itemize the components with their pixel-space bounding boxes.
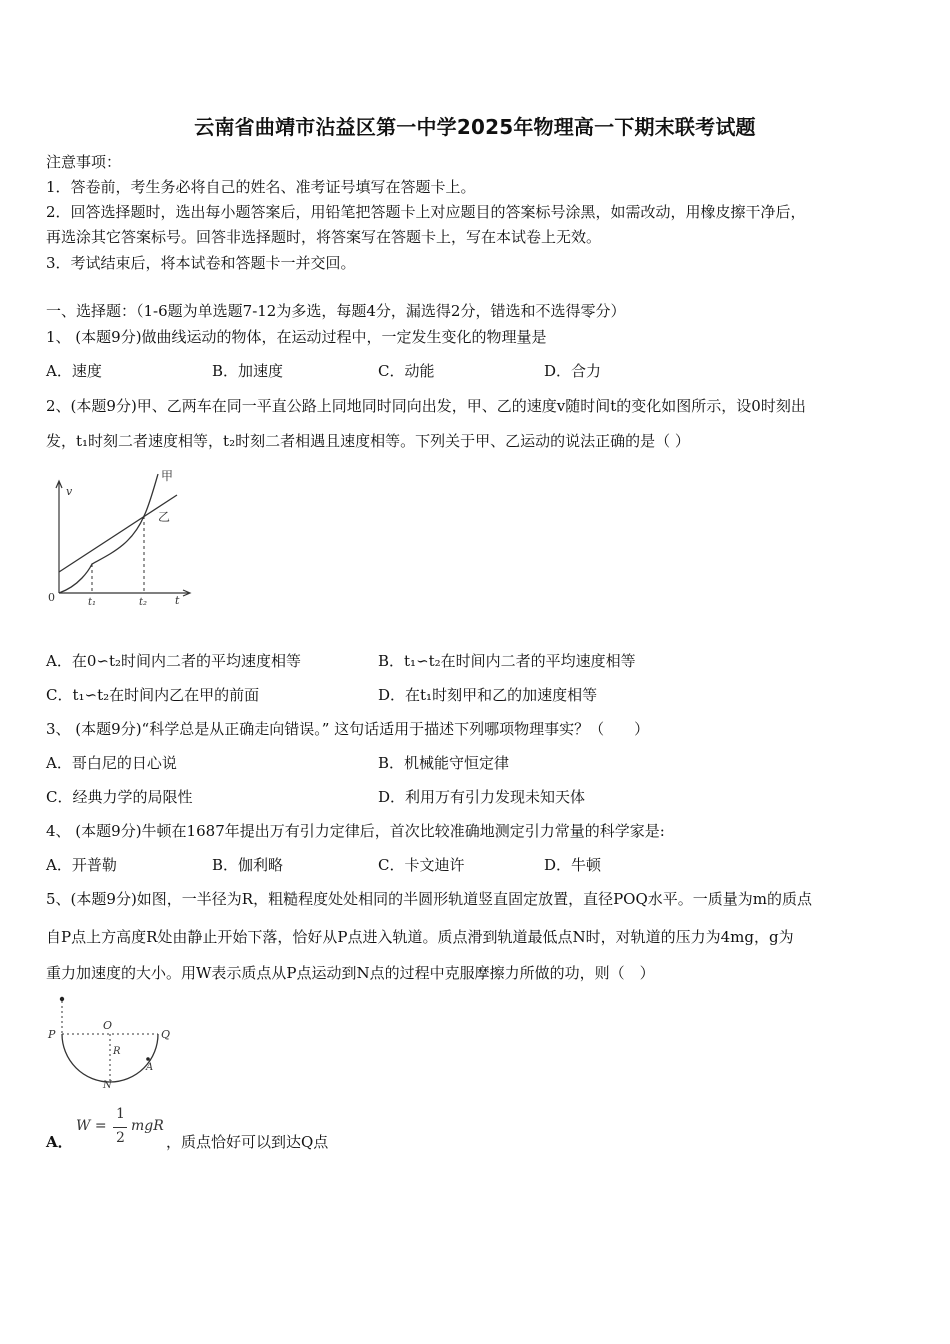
- curve-jia-label: 甲: [161, 469, 174, 483]
- section-heading: 一、选择题：（1-6题为单选题7-12为多选，每题4分，漏选得2分，错选和不选得零分）: [46, 302, 626, 320]
- fraction-denominator: 2: [116, 1130, 125, 1146]
- notice-item: 3．考试结束后，将本试卷和答题卡一并交回。: [46, 254, 356, 272]
- semicircle-track-figure: [44, 992, 179, 1090]
- q2-option-b: B．t₁∽t₂在时间内二者的平均速度相等: [378, 652, 636, 670]
- q1-option-c: C．动能: [378, 362, 435, 380]
- question-4-stem: 4、 (本题9分)牛顿在1687年提出万有引力定律后，首次比较准确地测定引力常量的科学家是:: [46, 822, 665, 840]
- curve-yi-label: 乙: [158, 510, 171, 524]
- label-p: P: [48, 1028, 56, 1041]
- t1-label: t₁: [88, 597, 97, 608]
- t2-label: t₂: [139, 597, 148, 608]
- q2-option-a: A．在0∽t₂时间内二者的平均速度相等: [46, 652, 301, 670]
- notice-heading: 注意事项：: [46, 153, 122, 171]
- q4-option-a: A．开普勒: [46, 856, 117, 874]
- curve-yi: [59, 495, 177, 572]
- q1-option-a: A．速度: [46, 362, 102, 380]
- question-3-stem: 3、 (本题9分)“科学总是从正确走向错误。” 这句话适用于描述下列哪项物理事实？（ ）: [46, 720, 650, 738]
- drop-point: [60, 997, 64, 1001]
- q5-option-a-letter: A．: [46, 1133, 73, 1151]
- label-q: Q: [161, 1028, 171, 1041]
- q3-option-a: A．哥白尼的日心说: [46, 754, 177, 772]
- q5-option-a-text: ，质点恰好可以到达Q点: [166, 1133, 329, 1151]
- fraction-bar: [113, 1127, 127, 1128]
- q4-option-c: C．卡文迪许: [378, 856, 465, 874]
- question-1-stem: 1、 (本题9分)做曲线运动的物体，在运动过程中，一定发生变化的物理量是: [46, 328, 547, 346]
- q3-option-b: B．机械能守恒定律: [378, 754, 510, 772]
- q4-option-d: D．牛顿: [544, 856, 602, 874]
- notice-item: 2．回答选择题时，选出每小题答案后，用铅笔把答题卡上对应题目的答案标号涂黑，如需改动，用橡皮擦干净后，: [46, 203, 806, 221]
- t-axis-label: t: [175, 594, 180, 607]
- q2-option-d: D．在t₁时刻甲和乙的加速度相等: [378, 686, 598, 704]
- formula-rhs: mgR: [131, 1118, 164, 1134]
- label-a: A: [146, 1062, 154, 1073]
- origin-label: 0: [48, 591, 55, 604]
- point-a-dot: [146, 1057, 150, 1061]
- curve-jia: [59, 474, 158, 593]
- fraction-numerator: 1: [116, 1106, 125, 1122]
- notice-item: 再选涂其它答案标号。回答非选择题时，将答案写在答题卡上，写在本试卷上无效。: [46, 228, 602, 246]
- label-n: N: [103, 1080, 112, 1090]
- label-r: R: [113, 1046, 121, 1057]
- page-title: 云南省曲靖市沾益区第一中学2025年物理高一下期末联考试题: [194, 115, 756, 139]
- label-o: O: [103, 1019, 113, 1032]
- question-2-stem-line2: 发，t₁时刻二者速度相等，t₂时刻二者相遇且速度相等。下列关于甲、乙运动的说法正确的是（ ）: [46, 432, 690, 450]
- v-axis-label: v: [66, 485, 73, 498]
- q1-option-b: B．加速度: [212, 362, 284, 380]
- question-5-stem-line2: 自P点上方高度R处由静止开始下落，恰好从P点进入轨道。质点滑到轨道最低点N时，对轨道的压力为4mg，g为: [46, 928, 794, 946]
- question-5-stem-line3: 重力加速度的大小。用W表示质点从P点运动到N点的过程中克服摩擦力所做的功，则（ ）: [46, 964, 655, 982]
- q3-option-d: D．利用万有引力发现未知天体: [378, 788, 586, 806]
- velocity-time-graph: [44, 468, 204, 613]
- q2-option-c: C．t₁∽t₂在时间内乙在甲的前面: [46, 686, 260, 704]
- q4-option-b: B．伽利略: [212, 856, 284, 874]
- notice-item: 1．答卷前，考生务必将自己的姓名、准考证号填写在答题卡上。: [46, 178, 476, 196]
- formula-lhs: W =: [76, 1118, 107, 1134]
- q3-option-c: C．经典力学的局限性: [46, 788, 193, 806]
- question-2-stem-line1: 2、(本题9分)甲、乙两车在同一平直公路上同地同时同向出发，甲、乙的速度v随时间t的变化如图所示，设0时刻出: [46, 397, 806, 415]
- q1-option-d: D．合力: [544, 362, 602, 380]
- question-5-stem-line1: 5、(本题9分)如图，一半径为R，粗糙程度处处相同的半圆形轨道竖直固定放置，直径POQ水平。一质量为m的质点: [46, 890, 813, 908]
